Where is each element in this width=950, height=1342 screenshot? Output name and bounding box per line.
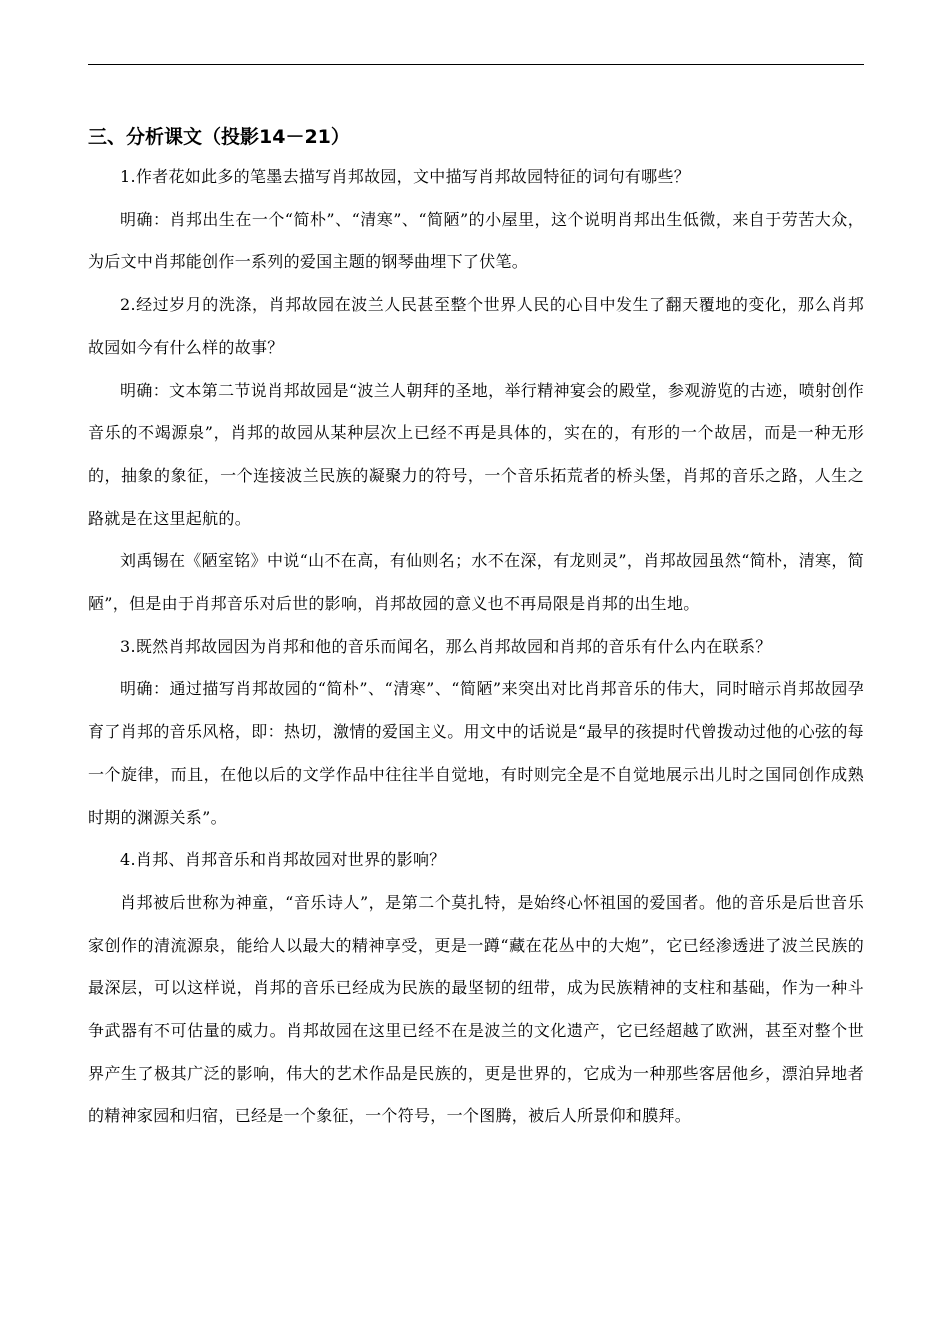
answer-1: 明确：肖邦出生在一个“简朴”、“清寒”、“简陋”的小屋里，这个说明肖邦出生低微，来自于劳苦大众，为后文中肖邦能创作一系列的爱国主题的钢琴曲埋下了伏笔。	[88, 209, 864, 272]
question-1: 1.作者花如此多的笔墨去描写肖邦故园，文中描写肖邦故园特征的词句有哪些？	[120, 167, 691, 186]
question-3: 3.既然肖邦故园因为肖邦和他的音乐而闻名，那么肖邦故园和肖邦的音乐有什么内在联系？	[120, 636, 772, 656]
question-2: 2.经过岁月的洗涤，肖邦故园在波兰人民甚至整个世界人民的心目中发生了翻天覆地的变化，那么肖邦故园如今有什么样的故事？	[88, 295, 864, 357]
answer-2: 明确：文本第二节说肖邦故园是“波兰人朝拜的圣地，举行精神宴会的殿堂，参观游览的古迹，喷射创作音乐的不竭源泉”，肖邦的故园从某种层次上已经不再是具体的，实在的，有形的一个故居，而是一种无形的，抽象的象征，一个连接波兰民族的凝聚力的符号，一个音乐拓荒者的桥头堡，肖邦的音乐之路，人生之路就是在这里起航的。	[88, 380, 864, 528]
answer-4: 肖邦被后世称为神童，“音乐诗人”，是第二个莫扎特，是始终心怀祖国的爱国者。他的音乐是后世音乐家创作的清流源泉，能给人以最大的精神享受，更是一蹲“藏在花丛中的大炮”，它已经渗透进了波兰民族的最深层，可以这样说，肖邦的音乐已经成为民族的最坚韧的纽带，成为民族精神的支柱和基础，作为一种斗争武器有不可估量的威力。肖邦故园在这里已经不在是波兰的文化遗产，它已经超越了欧洲，甚至对整个世界产生了极其广泛的影响，伟大的艺术作品是民族的，更是世界的，它成为一种那些客居他乡，漂泊异地者的精神家园和归宿，已经是一个象征，一个符号，一个图腾，被后人所景仰和膜拜。	[88, 892, 864, 1126]
document-body	[88, 118, 864, 1138]
header-rule	[88, 64, 864, 65]
question-4: 4.肖邦、肖邦音乐和肖邦故园对世界的影响？	[120, 850, 446, 870]
section-heading: 三、分析课文（投影14－21）	[88, 126, 350, 148]
answer-3: 明确：通过描写肖邦故园的“简朴”、“清寒”、“简陋”来突出对比肖邦音乐的伟大，同时暗示肖邦故园孕育了肖邦的音乐风格，即：热切，激情的爱国主义。用文中的话说是“最早的孩提时代曾拨动过他的心弦的每一个旋律，而且，在他以后的文学作品中往往半自觉地，有时则完全是不自觉地展示出儿时之国同创作成熟时期的渊源关系”。	[88, 679, 864, 827]
answer-2-continued: 刘禹锡在《陋室铭》中说“山不在高，有仙则名；水不在深，有龙则灵”，肖邦故园虽然“简朴，清寒，简陋”，但是由于肖邦音乐对后世的影响，肖邦故园的意义也不再局限是肖邦的出生地。	[88, 551, 864, 614]
